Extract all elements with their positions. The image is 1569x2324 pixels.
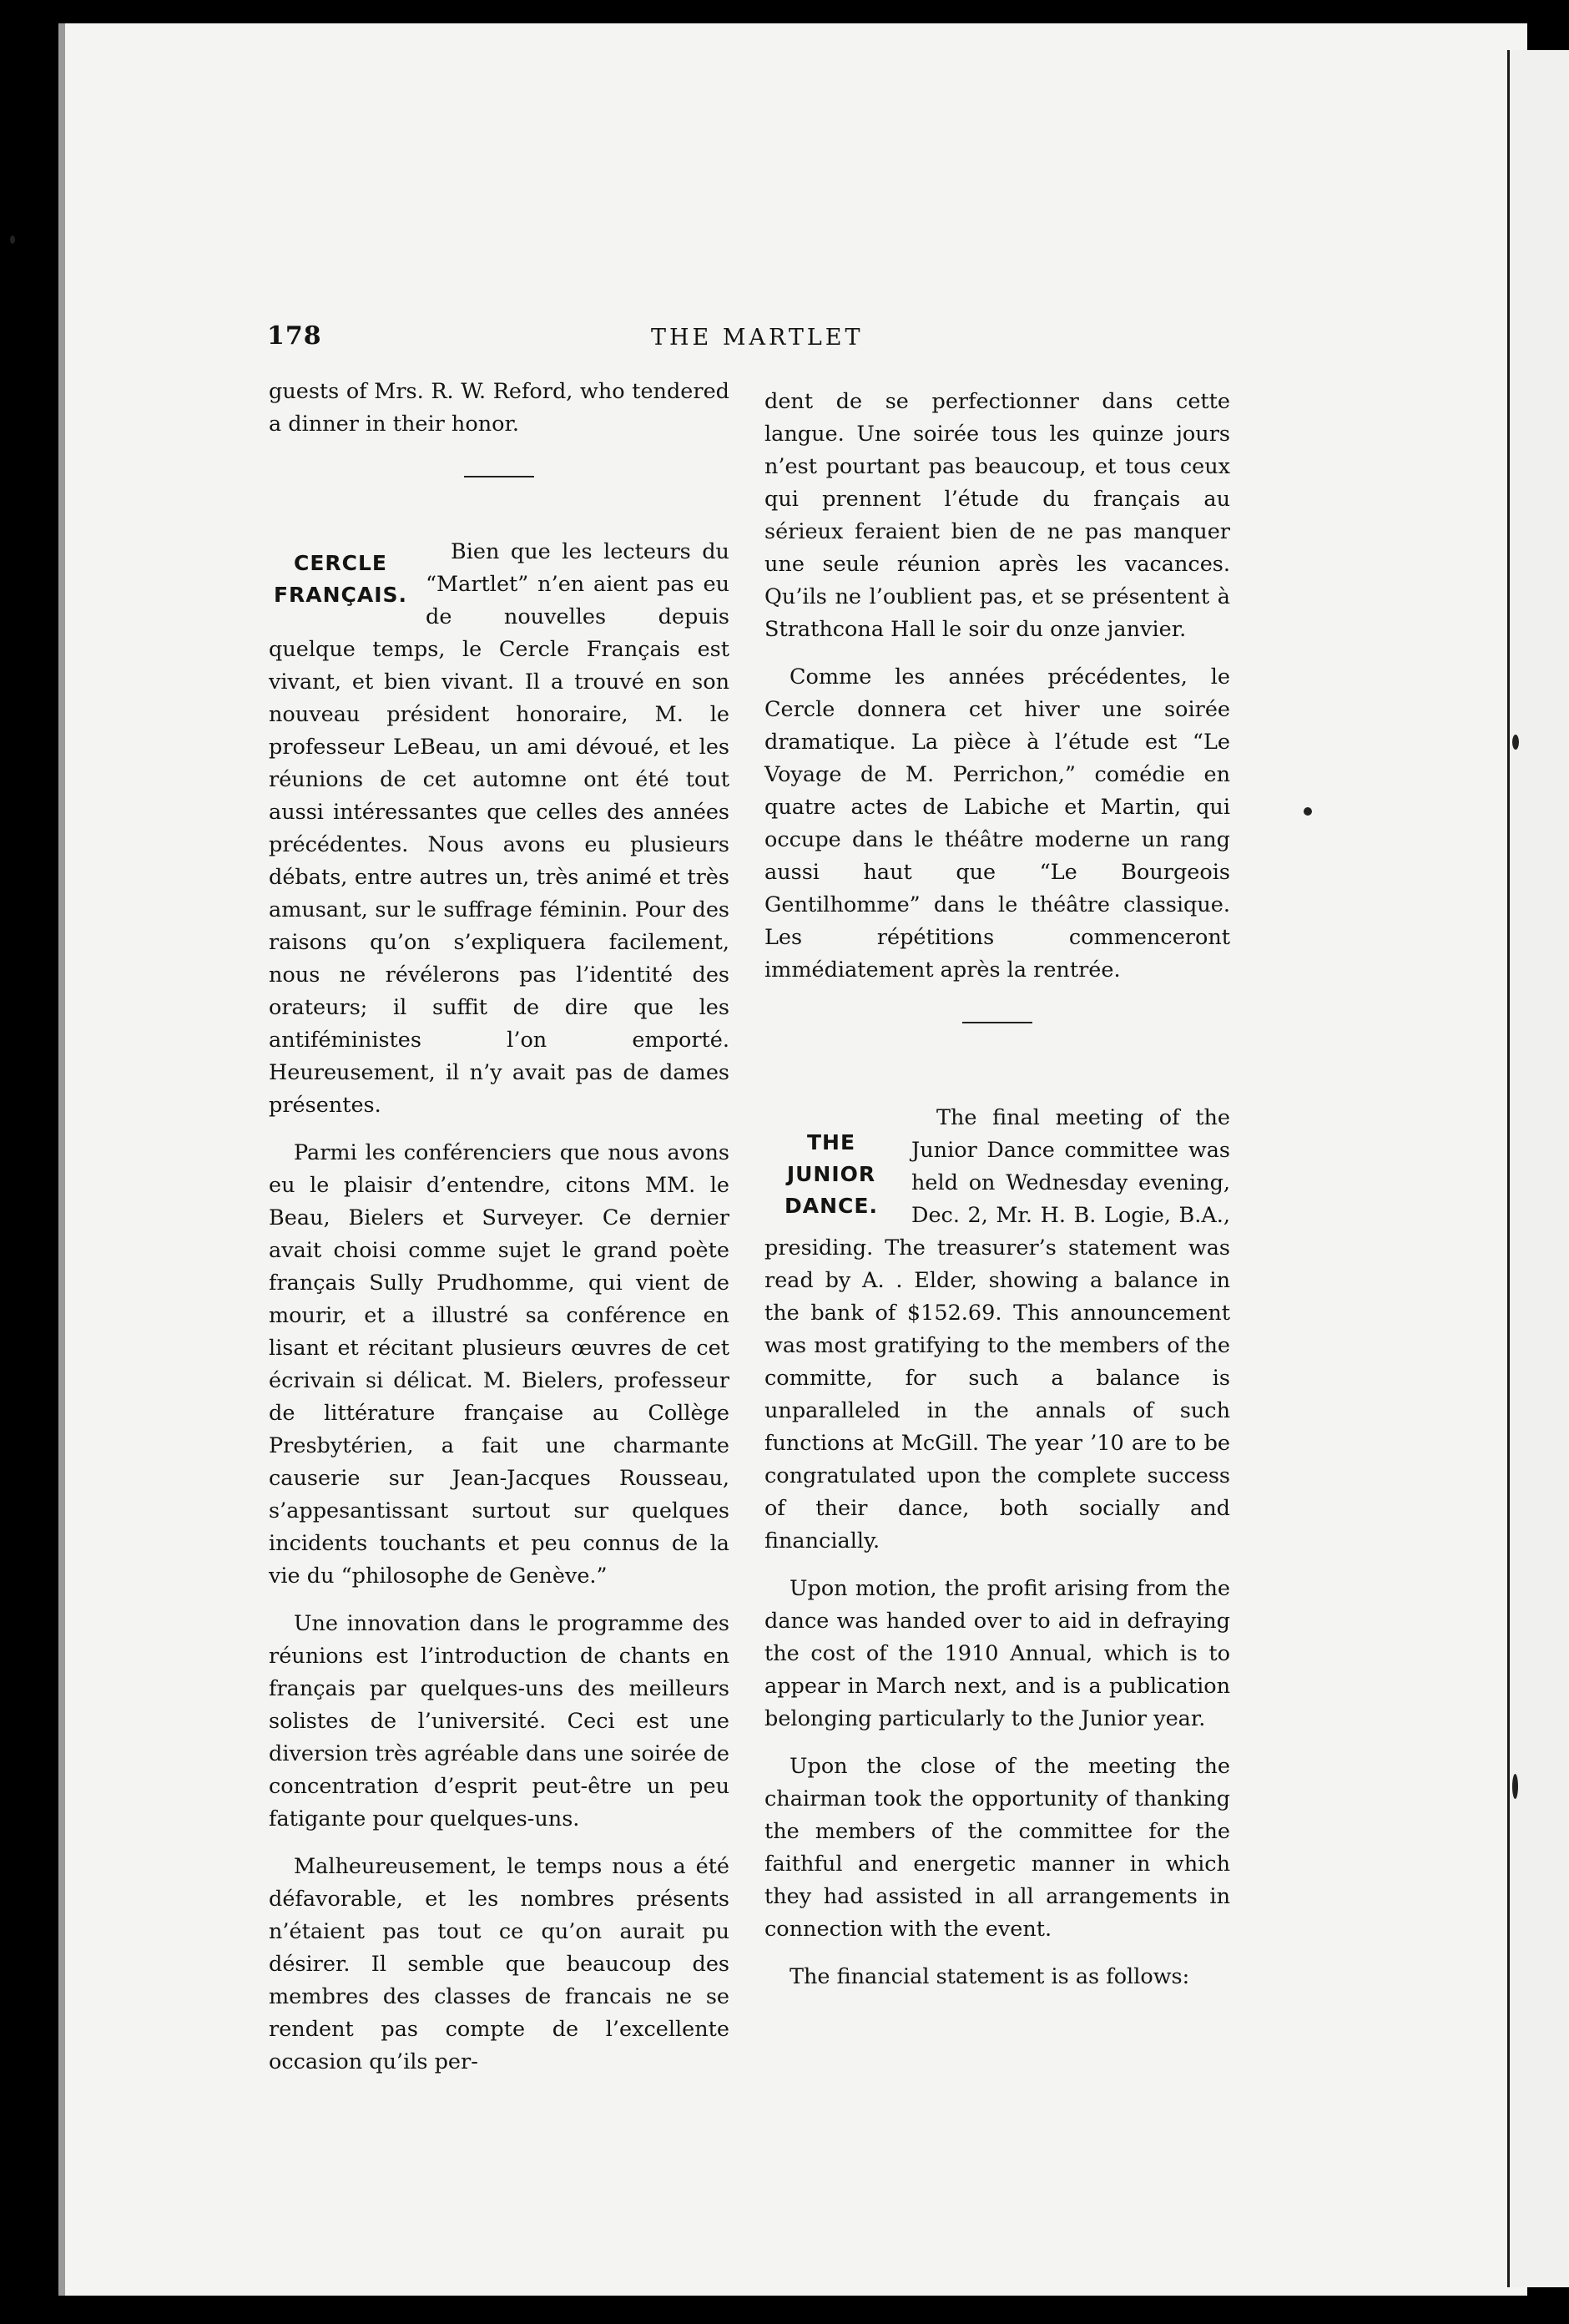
heading-line: JUNIOR (786, 1162, 876, 1186)
adjacent-page-edge (1507, 50, 1569, 2287)
junior-paragraph: The final meeting of the Junior Dance committee was held on Wednesday evening, Dec. 2, Mr. H. B. Logie, B.A., presiding. The treasurer’s statement was read by A. . Elder, showing a balance in the bank of $152.69. This announcement was most gratifying to the members of the committe, for such a balance is unparalleled in the annals of such functions at McGill. The year ’10 are to be congratulated upon the complete success of their dance, both socially and financially. (764, 1105, 1230, 1554)
cercle-paragraph: Malheureusement, le temps nous a été défavorable, et les nombres présents n’étaient pas tout ce qu’on aurait pu désirer. Il semble que beaucoup des membres des classes de francais ne se rendent pas compte de l’excellente occasion qu’ils per- (269, 1854, 729, 2074)
page-number: 178 (267, 321, 322, 351)
heading-line: DANCE. (784, 1194, 878, 1218)
section-divider (962, 1022, 1032, 1023)
junior-paragraph: The financial statement is as follows: (790, 1964, 1190, 1989)
page-left-edge (58, 23, 65, 2296)
print-speck (1512, 1774, 1518, 1799)
heading-line: FRANÇAIS. (273, 583, 408, 607)
opening-paragraph: guests of Mrs. R. W. Reford, who tendered a dinner in their honor. (269, 379, 729, 437)
heading-line: THE (806, 1130, 856, 1154)
cercle-paragraph: Une innovation dans le programme des réunions est l’introduction de chants en français par quelques-uns des meilleurs solistes de l’université. Ceci est une diversion très agréable dans une soirée de concentration d’esprit peut-être un peu fatigante pour quelques-uns. (269, 1611, 729, 1831)
running-head (267, 321, 1344, 355)
print-speck (1512, 735, 1519, 750)
right-column (764, 386, 1230, 1993)
junior-paragraph: Upon motion, the profit arising from the dance was handed over to aid in defraying the cost of the 1910 Annual, which is to appear in March next, and is a publication belonging particularly to the Junior year. (764, 1576, 1230, 1731)
left-column (269, 376, 729, 2079)
cercle-paragraph: Bien que les lecteurs du “Martlet” n’en aient pas eu de nouvelles depuis quelque temps, le Cercle Français est vivant, et bien vivant. Il a trouvé en son nouveau président honoraire, M. le professeur LeBeau, un ami dévoué, et les réunions de cet automne ont été tout aussi intéressantes que celles des années précédentes. Nous avons eu plusieurs débats, entre autres un, très animé et très amusant, sur le suffrage féminin. Pour des raisons qu’on s’expliquera facilement, nous ne révélerons pas l’identité des orateurs; il suffit de dire que les antiféministes l’on emporté. Heureusement, il n’y avait pas de dames présentes. (269, 539, 729, 1118)
cercle-continued-paragraph: Comme les années précédentes, le Cercle donnera cet hiver une soirée dramatique. La pièce à l’étude est “Le Voyage de M. Perrichon,” comédie en quatre actes de Labiche et Martin, qui occupe dans le théâtre moderne un rang aussi haut que “Le Bourgeois Gentilhomme” dans le théâtre classique. Les répétitions commenceront immédiatement après la rentrée. (764, 664, 1230, 983)
print-speck (10, 235, 15, 244)
cercle-paragraph: Parmi les conférenciers que nous avons eu le plaisir d’entendre, citons MM. le Beau, Bielers et Surveyer. Ce dernier avait choisi comme sujet le grand poète français Sully Prudhomme, qui vient de mourir, et a illustré sa conférence en lisant et récitant plusieurs œuvres de cet écrivain si délicat. M. Bielers, professeur de littérature française au Collège Presbytérien, a fait une charmante causerie sur Jean-Jacques Rousseau, s’appesantissant surtout sur quelques incidents touchants et peu connus de la vie du “philosophe de Genève.” (269, 1140, 729, 1589)
cercle-francais-heading (269, 548, 412, 611)
junior-paragraph: Upon the close of the meeting the chairman took the opportunity of thanking the members of the committee for the faithful and energetic manner in which they had assisted in all arrangements in connection with the event. (764, 1754, 1230, 1942)
cercle-continued-paragraph: dent de se perfectionner dans cette langue. Une soirée tous les quinze jours n’est pourtant pas beaucoup, et tous ceux qui prennent l’étude du français au sérieux feraient bien de ne pas manquer une seule réunion après les vacances. Qu’ils ne l’oublient pas, et se présentent à Strathcona Hall le soir du onze janvier. (764, 389, 1230, 642)
heading-line: CERCLE (293, 551, 388, 575)
print-speck (1304, 807, 1312, 816)
junior-dance-heading (764, 1127, 898, 1222)
journal-title: THE MARTLET (651, 325, 864, 351)
section-divider (464, 476, 534, 477)
